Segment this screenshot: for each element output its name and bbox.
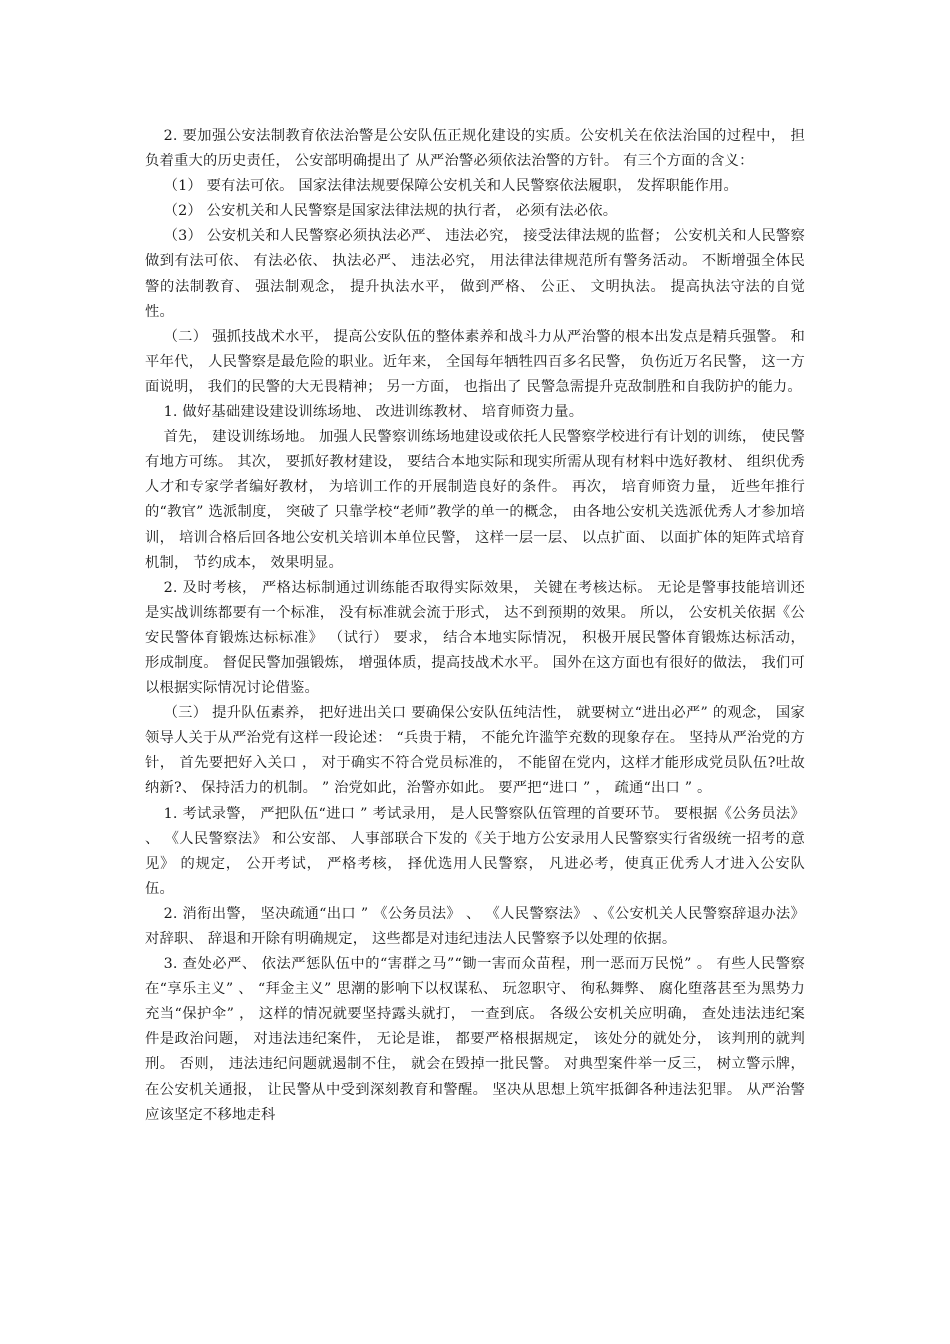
paragraph-recruitment: 1. 考试录警， 严把队伍“进口 ” 考试录用， 是人民警察队伍管理的首要环节。 要根据《公务员法》 、 《人民警察法》 和公安部、 人事部联合下发的《关于地方公安录用人民警察实行省级统一招考的意见》 的规定， 公开考试， 严格考核， 择优选用人民警察， 凡进必考，使真正优秀人才进入公安队伍。 bbox=[145, 805, 805, 897]
paragraph-assessment: 2. 及时考核， 严格达标制通过训练能否取得实际效果， 关键在考核达标。 无论是警事技能培训还是实战训练都要有一个标准， 没有标准就会流于形式， 达不到预期的效果。 所以， 公安机关依据《公安民警体育锻炼达标标准》 （试行） 要求， 结合本地实际情况， 积极开展民警体育锻炼达标活动， 形成制度。 督促民警加强锻炼， 增强体质，提高技战术水平。 国外在这方面也有很好的做法， 我们可以根据实际情况讨论借鉴。 bbox=[145, 579, 805, 697]
paragraph-point-3: （3） 公安机关和人民警察必须执法必严、 违法必究， 接受法律法规的监督； 公安机关和人民警察做到有法可依、 有法必依、 执法必严、 违法必究， 用法律法律规范所有警务活动。 不断增强全体民警的法制教育、 强法制观念， 提升执法水平， 做到严格、 公正、 文明执法。 提高执法守法的自觉性。 bbox=[145, 228, 805, 320]
paragraph-discipline: 3. 查处必严、 依法严惩队伍中的“害群之马”“锄一害而众苗程，刑一恶而万民悦” 。 有些人民警察在“享乐主义” 、 “拜金主义” 思潮的影响下以权谋私、 玩忽职守、 徇私舞弊、 腐化堕落甚至为黑势力充当“保护伞” ， 这样的情况就要坚持露头就打， 一查到底。 各级公安机关应明确， 查处违法违纪案件是政治问题， 对违法违纪案件， 无论是谁， 都要严格根据规定， 该处分的就处分， 该判刑的就判刑。 否则， 违法违纪问题就遏制不住， 就会在毁掉一批民警。 对典型案件举一反三， 树立警示牌， 在公安机关通报， 让民警从中受到深刻教育和警醒。 坚决从思想上筑牢抵御各种违法犯罪。 从严治警应该坚定不移地走科 bbox=[145, 956, 805, 1123]
paragraph-section-2: （二） 强抓技战术水平， 提高公安队伍的整体素养和战斗力从严治警的根本出发点是精兵强警。 和平年代， 人民警察是最危险的职业。近年来， 全国每年牺牲四百多名民警， 负伤近万名民警， 这一方面说明， 我们的民警的大无畏精神； 另一方面， 也指出了 民警急需提升克敌制胜和自我防护的能力。 bbox=[145, 328, 805, 395]
paragraph-dismissal: 2. 消衔出警， 坚决疏通“出口 ” 《公务员法》 、 《人民警察法》 、《公安机关人民警察辞退办法》 对辞职、 辞退和开除有明确规定， 这些都是对违纪违法人民警察予以处理的依据。 bbox=[145, 905, 805, 947]
paragraph-rule-of-law: 2. 要加强公安法制教育依法治警是公安队伍正规化建设的实质。公安机关在依法治国的过程中， 担负着重大的历史责任， 公安部明确提出了 从严治警必须依法治警的方针。 有三个方面的含义： bbox=[145, 128, 805, 170]
document-body bbox=[145, 124, 805, 1128]
paragraph-point-1: （1） 要有法可依。 国家法律法规要保障公安机关和人民警察依法履职， 发挥职能作用。 bbox=[163, 178, 738, 195]
paragraph-training-details: 首先， 建设训练场地。 加强人民警察训练场地建设或依托人民警察学校进行有计划的训练， 使民警有地方可练。 其次， 要抓好教材建设， 要结合本地实际和现实所需从现有材料中选好教材、 组织优秀人才和专家学者编好教材， 为培训工作的开展制造良好的条件。 再次， 培育师资力量， 近些年推行的“教官” 选派制度， 突破了 只靠学校“老师”教学的单一的概念， 由各地公安机关选派优秀人才参加培训， 培训合格后回各地公安机关培训本单位民警， 这样一层一层、 以点扩面、 以面扩体的矩阵式培育机制， 节约成本， 效果明显。 bbox=[145, 429, 805, 571]
paragraph-section-3: （三） 提升队伍素养， 把好进出关口 要确保公安队伍纯洁性， 就要树立“进出必严” 的观念， 国家领导人关于从严治党有这样一段论述： “兵贵于精， 不能允许滥竽充数的现象存在。 坚持从严治党的方针， 首先要把好入关口 ， 对于确实不符合党员标准的， 不能留在党内，这样才能形成党员队伍?吐故纳新?、 保持活力的机制。 ” 治党如此，治警亦如此。 要严把“进口 ” ， 疏通“出口 ” 。 bbox=[145, 705, 805, 797]
paragraph-training-basics: 1. 做好基础建设建设训练场地、 改进训练教材、 培育师资力量。 bbox=[163, 404, 584, 421]
paragraph-point-2: （2） 公安机关和人民警察是国家法律法规的执行者， 必须有法必依。 bbox=[163, 203, 618, 220]
